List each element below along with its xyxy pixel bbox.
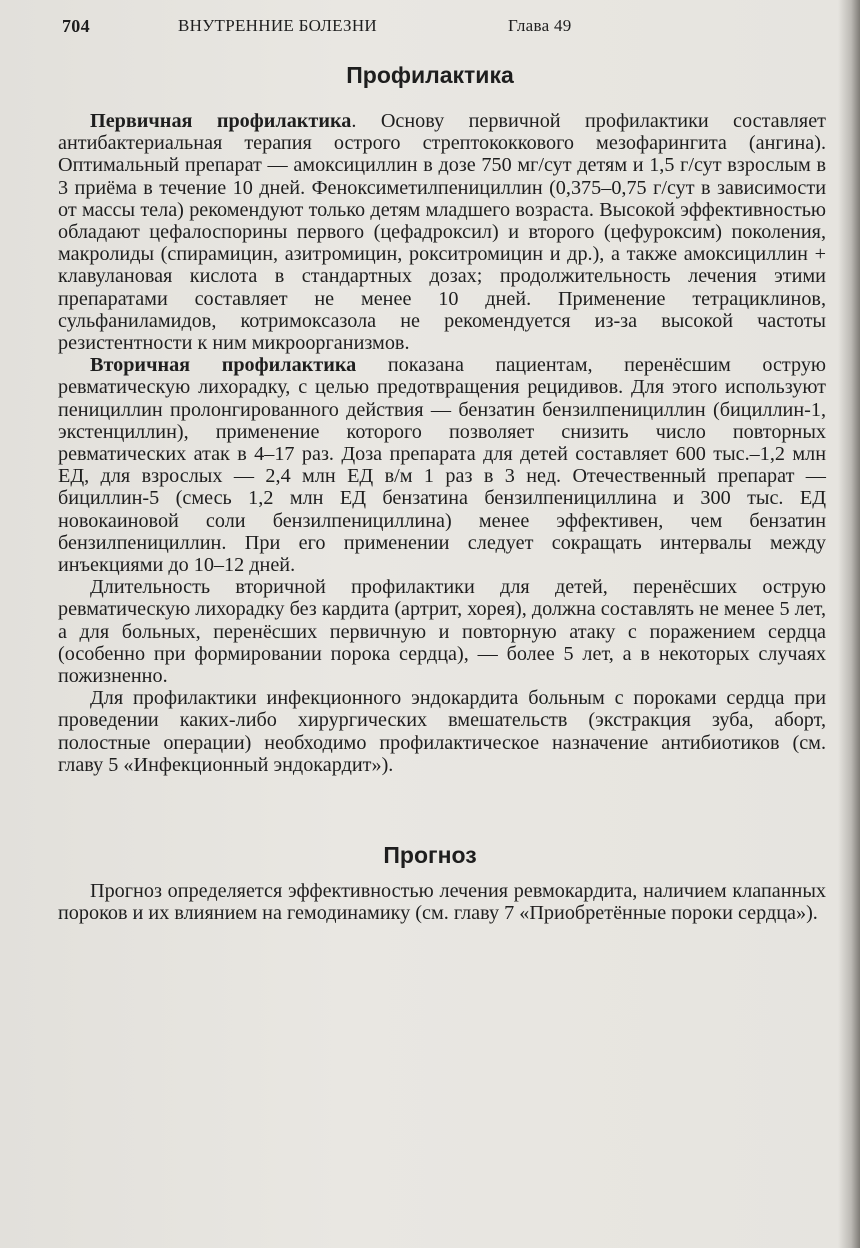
prophylaxis-body (58, 110, 826, 776)
paragraph-text: Для профилактики инфекционного эндокардита больным с пороками сердца при проведении каких-либо хирургических вмешательств (экстракция зуба, аборт, полостные операции) необходимо профилактическое назначение антибиотиков (см. главу 5 «Инфекционный эндокардит»). (58, 687, 826, 776)
paragraph-text: показана пациентам, перенёсшим острую ревматическую лихорадку, с целью предотвращения рецидивов. Для этого используют пенициллин пролонгированного действия — бензатин бензилпенициллин (бициллин-1, экстенциллин), применение которого позволяет снизить число повторных ревматических атак в 4–17 раз. Доза препарата для детей составляет 600 тыс.–1,2 млн ЕД, для взрослых — 2,4 млн ЕД в/м 1 раз в 3 нед. Отечественный препарат — бициллин-5 (смесь 1,2 млн ЕД бензатина бензилпенициллина и 300 тыс. ЕД новокаиновой соли бензилпенициллина) менее эффективен, чем бензатин бензилпенициллин. При его применении следует сокращать интервалы между инъекциями до 10–12 дней. (58, 354, 827, 577)
page-spine-shadow (838, 0, 860, 1248)
paragraph-duration (58, 576, 826, 687)
section-heading-prophylaxis: Профилактика (346, 62, 514, 88)
paragraph-secondary-prophylaxis (58, 354, 826, 576)
lead-primary-prophylaxis: Первичная профилактика (90, 110, 352, 132)
paragraph-endocarditis (58, 687, 826, 776)
chapter-label: Глава 49 (508, 16, 572, 35)
paragraph-prognosis (58, 880, 826, 924)
paragraph-primary-prophylaxis (58, 110, 826, 354)
running-head (60, 14, 800, 40)
section-heading-prognosis: Прогноз (383, 842, 477, 868)
page-number: 704 (62, 16, 90, 36)
lead-secondary-prophylaxis: Вторичная профилактика (90, 354, 357, 377)
prognosis-body (58, 880, 826, 924)
book-title: ВНУТРЕННИЕ БОЛЕЗНИ (178, 16, 378, 35)
paragraph-text: Прогноз определяется эффективностью лечения ревмокардита, наличием клапанных пороков и их влиянием на гемодинамику (см. главу 7 «Приобретённые пороки сердца»). (58, 880, 826, 925)
paragraph-text: Длительность вторичной профилактики для детей, перенёсших острую ревматическую лихорадку без кардита (артрит, хорея), должна составлять не менее 5 лет, а для больных, перенёсших первичную и повторную атаку с поражением сердца (особенно при формировании порока сердца), — более 5 лет, а в некоторых случаях пожизненно. (58, 576, 826, 688)
paragraph-text: . Основу первичной профилактики составляет антибактериальная терапия острого стрептококкового мезофарингита (ангина). Оптимальный препарат — амоксициллин в дозе 750 мг/сут детям и 1,5 г/сут взрослым в 3 приёма в течение 10 дней. Феноксиметилпенициллин (0,375–0,75 г/сут в зависимости от массы тела) рекомендуют только детям младшего возраста. Высокой эффективностью обладают цефалоспорины первого (цефадроксил) и второго (цефуроксим) поколения, макролиды (спирамицин, азитромицин, рокситромицин и др.), а также амоксициллин + клавулановая кислота в стандартных дозах; продолжительность лечения этими препаратами составляет не менее 10 дней. Применение тетрациклинов, сульфаниламидов, котримоксазола не рекомендуется из-за высокой частоты резистентности к ним микроорганизмов. (58, 110, 826, 355)
